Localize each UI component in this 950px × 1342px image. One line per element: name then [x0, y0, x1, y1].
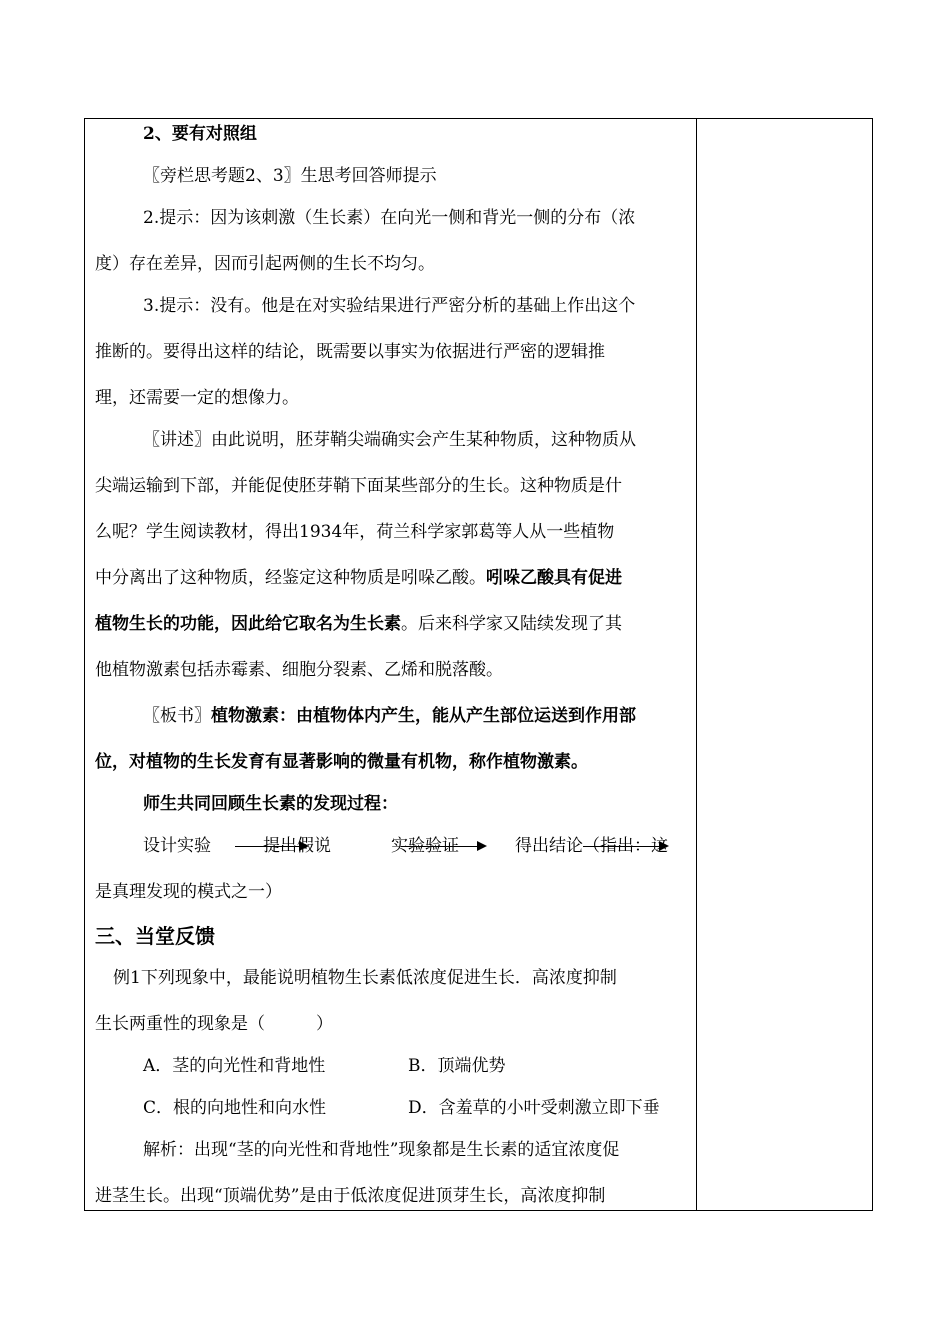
option-d: D．含羞草的小叶受刺激立即下垂	[408, 1098, 660, 1118]
option-a: A．茎的向光性和背地性	[143, 1056, 326, 1076]
board-line-2: 位，对植物的生长发育有显著影响的微量有机物，称作植物激素。	[95, 752, 588, 772]
section-feedback-heading: 三、当堂反馈	[95, 924, 215, 948]
analysis-line-1: 解析：出现“茎的向光性和背地性”现象都是生长素的适宜浓度促	[143, 1140, 620, 1160]
flow-step-conclusion: 得出结论（指出：这	[515, 836, 668, 856]
narration-line-3: 么呢？学生阅读教材，得出1934年，荷兰科学家郭葛等人从一些植物	[95, 522, 615, 542]
narration-line-1: 〖讲述〗由此说明，胚芽鞘尖端确实会产生某种物质，这种物质从	[143, 430, 636, 450]
option-c: C．根的向地性和向水性	[143, 1098, 327, 1118]
example-1-line-2: 生长两重性的现象是（ ）	[95, 1014, 333, 1034]
narration-text: 。后来科学家又陆续发现了其	[401, 614, 622, 634]
column-divider	[696, 119, 697, 1210]
board-definition: 植物激素：由植物体内产生，能从产生部位运送到作用部	[211, 706, 636, 726]
lesson-table	[84, 118, 873, 1211]
narration-line-2: 尖端运输到下部，并能促使胚芽鞘下面某些部分的生长。这种物质是什	[95, 476, 622, 496]
example-1-line-1: 例1下列现象中，最能说明植物生长素低浓度促进生长．高浓度抑制	[113, 968, 617, 988]
hint-3-line-3: 理，还需要一定的想像力。	[95, 388, 299, 408]
narration-line-5	[95, 613, 622, 635]
hint-3-line-2: 推断的。要得出这样的结论，既需要以事实为依据进行严密的逻辑推	[95, 342, 605, 362]
option-b: B．顶端优势	[408, 1056, 506, 1076]
flow-step-verify: 实验验证	[391, 836, 459, 856]
discovery-flow	[95, 835, 687, 861]
arrow-icon	[235, 846, 307, 847]
narration-text: 中分离出了这种物质，经鉴定这种物质是吲哚乙酸。	[95, 568, 486, 588]
narration-bold-text: 吲哚乙酸具有促进	[486, 568, 622, 588]
arrow-icon	[401, 846, 485, 847]
review-title: 师生共同回顾生长素的发现过程：	[143, 794, 398, 814]
flow-tail: 是真理发现的模式之一）	[95, 882, 282, 902]
hint-2-line-1: 2.提示：因为该刺激（生长素）在向光一侧和背光一侧的分布（浓	[143, 208, 636, 228]
board-prefix: 〖板书〗	[143, 706, 211, 726]
control-group-heading: 2、要有对照组	[143, 124, 257, 144]
narration-line-6: 他植物激素包括赤霉素、细胞分裂素、乙烯和脱落酸。	[95, 660, 503, 680]
narration-bold-text: 植物生长的功能，因此给它取名为生长素	[95, 614, 401, 634]
hint-2-line-2: 度）存在差异，因而引起两侧的生长不均匀。	[95, 254, 435, 274]
flow-step-hypothesis: 提出假说	[263, 836, 331, 856]
sidebar-question: 〖旁栏思考题2、3〗生思考回答师提示	[143, 166, 437, 186]
narration-line-4	[95, 567, 622, 589]
flow-step-design: 设计实验	[143, 836, 211, 856]
hint-3-line-1: 3.提示：没有。他是在对实验结果进行严密分析的基础上作出这个	[143, 296, 636, 316]
arrow-icon	[583, 846, 667, 847]
analysis-line-2: 进茎生长。出现“顶端优势”是由于低浓度促进顶芽生长，高浓度抑制	[95, 1186, 606, 1206]
board-line-1	[143, 705, 636, 727]
